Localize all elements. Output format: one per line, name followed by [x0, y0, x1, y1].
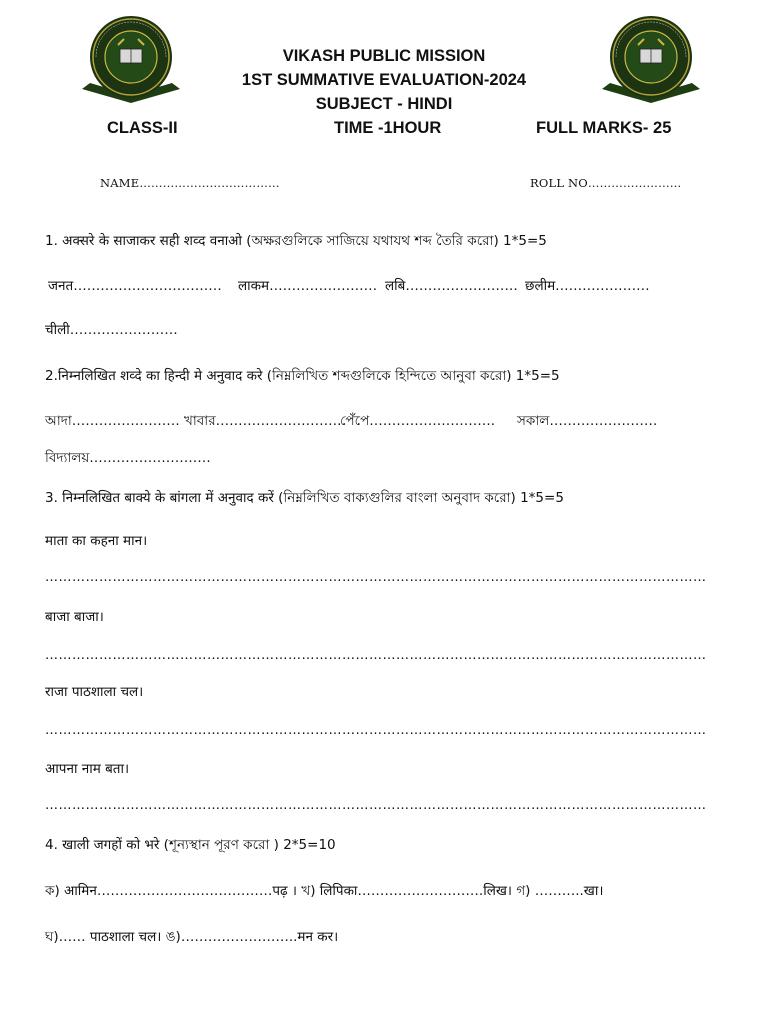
answer-line[interactable]: …………………………………………………………………………………………………………………………………: [45, 723, 707, 738]
q1-item[interactable]: लाकम……………………: [238, 278, 378, 294]
answer-line[interactable]: …………………………………………………………………………………………………………………………………: [45, 798, 707, 813]
time-label: TIME -1HOUR: [334, 119, 442, 137]
question-3-title: 3. निम्नलिखित बाक्ये के बांगला में अनुवाद करें (নিম্নলিখিত বাক্যগুলির বাংলা অনুবাদ করো) 1*5=5: [45, 490, 564, 506]
q3-sentence: बाजा बाजा।: [45, 609, 104, 625]
exam-title: 1ST SUMMATIVE EVALUATION-2024: [241, 71, 527, 89]
q1-item[interactable]: लबि…………………….: [385, 278, 518, 294]
q2-item[interactable]: সকাল……………………: [517, 413, 658, 429]
q4-line[interactable]: ঘ)…… पाठशाला चल। ঙ)……………………..मन कर।: [45, 929, 339, 945]
q3-sentence: राजा पाठशाला चल।: [45, 684, 144, 700]
name-field[interactable]: NAME………………………………: [100, 176, 280, 190]
q2-item[interactable]: আদা……………………: [45, 413, 180, 429]
question-2-title: 2.निम्नलिखित शव्दे का हिन्दी मे अनुवाद करे (নিম্নলিখিত শব্দগুলিকে হিন্দিতে আনুবা করো) 1*5=5: [45, 368, 560, 384]
class-label: CLASS-II: [107, 119, 178, 137]
q1-item[interactable]: छलीम…………………: [525, 278, 650, 294]
q3-sentence: आपना नाम बता।: [45, 761, 130, 777]
answer-line[interactable]: …………………………………………………………………………………………………………………………………: [45, 570, 707, 585]
q4-line[interactable]: ক) आमिन…………………………………पढ़ । খ) लिपिका……………………….लिख। গ) ………..खा।: [45, 883, 604, 899]
q2-item[interactable]: বিদ্যালয়………………………: [45, 450, 211, 466]
school-name: VIKASH PUBLIC MISSION: [282, 47, 486, 65]
question-1-title: 1. अक्सरे के साजाकर सही शव्द वनाओ (অক্ষরগুলিকে সাজিয়ে যথাযথ শব্দ তৈরি করো) 1*5=5: [45, 233, 547, 249]
subject-line: SUBJECT - HINDI: [315, 95, 453, 113]
question-4-title: 4. खाली जगहों को भरे (শূন্যস্থান পূরণ করো ) 2*5=10: [45, 837, 336, 853]
answer-line[interactable]: …………………………………………………………………………………………………………………………………: [45, 648, 707, 663]
q2-item[interactable]: খাবার……………………….: [184, 413, 342, 429]
q2-item[interactable]: পেঁপে……………………….: [340, 413, 496, 429]
q1-item[interactable]: जनत……………………………: [48, 278, 222, 294]
q1-item[interactable]: चीली……………………: [45, 322, 178, 338]
roll-no-field[interactable]: ROLL NO……………………: [530, 176, 682, 190]
full-marks-label: FULL MARKS- 25: [536, 119, 672, 137]
q3-sentence: माता का कहना मान।: [45, 533, 148, 549]
